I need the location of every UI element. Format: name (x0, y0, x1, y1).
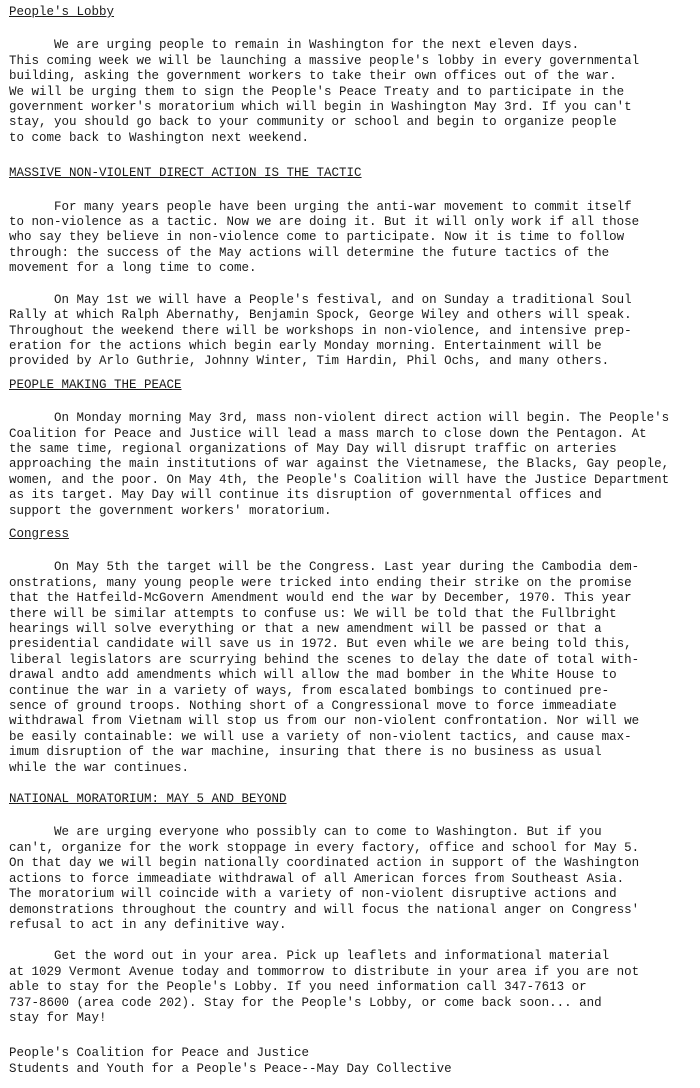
section-heading-peoples-lobby: People's Lobby (9, 5, 115, 19)
paragraph-congress: On May 5th the target will be the Congress. Last year during the Cambodia dem- onstrations, many young people were tricked into ending their strike on the promise that the Hatfeild-McGovern Amendment would end the war by December, 1970. This year there will be similar attempts to confuse us: We will be told that the Fullbright hearings will solve everything or that a new amendment will be passed or that a presidential candidate will save us in 1972. But even while we are being told this, liberal legislators are scurrying behind the scenes to delay the date of total with- drawal andto add amendments which will allow the mad bomber in the White House to continue the war in a variety of ways, from escalated bombings to continued pre- sence of ground troops. Nothing short of a Congressional move to force immeadiate withdrawal from Vietnam will stop us from our non-violent confrontation. Nor will we be easily containable: we will use a variety of non-violent tactics, and cause max- imum disruption of the war machine, insuring that there is no business as usual while the war continues. (9, 560, 640, 775)
paragraph-peoples-lobby: We are urging people to remain in Washington for the next eleven days. This coming week we will be launching a massive people's lobby in every governmental building, asking the government workers to take their own offices out of the war. We will be urging them to sign the People's Peace Treaty and to participate in the government worker's moratorium which will begin in Washington May 3rd. If you can't stay, you should go back to your community or school and begin to organize people to come back to Washington next weekend. (9, 38, 640, 145)
paragraph-monday-action: On Monday morning May 3rd, mass non-violent direct action will begin. The People's Coalition for Peace and Justice will lead a mass march to close down the Pentagon. At the same time, regional organizations of May Day will disrupt traffic on arteries approaching the main institutions of war against the Vietnamese, the Blacks, Gay people, women, and the poor. On May 4th, the People's Coalition will have the Justice Department as its target. May Day will continue its disruption of governmental offices and support the government workers' moratorium. (9, 411, 670, 518)
section-heading-national-moratorium: NATIONAL MORATORIUM: MAY 5 AND BEYOND (9, 792, 287, 807)
footer-coalition: People's Coalition for Peace and Justice (9, 1046, 310, 1061)
section-heading-non-violent-tactic: MASSIVE NON-VIOLENT DIRECT ACTION IS THE TACTIC (9, 166, 362, 181)
footer-collective: Students and Youth for a People's Peace--May Day Collective (9, 1061, 452, 1076)
paragraph-non-violence: For many years people have been urging the anti-war movement to commit itself to non-violence as a tactic. Now we are doing it. But it will only work if all those who say they believe in non-violence come to participate. Now it is time to follow through: the success of the May actions will determine the future tactics of the movement for a long time to come. (9, 199, 640, 276)
paragraph-peoples-festival: On May 1st we will have a People's festival, and on Sunday a traditional Soul Rally at which Ralph Abernathy, Benjamin Spock, George Wiley and others will speak. Throughout the weekend there will be workshops in non-violence, and intensive prep- eration for the actions which begin early Monday morning. Entertainment will be provided by Arlo Guthrie, Johnny Winter, Tim Hardin, Phil Ochs, and many others. (9, 292, 632, 369)
section-heading-people-making-peace: PEOPLE MAKING THE PEACE (9, 377, 182, 392)
section-heading-congress: Congress (9, 526, 70, 541)
paragraph-get-the-word-out: Get the word out in your area. Pick up leaflets and informational material at 1029 Vermont Avenue today and tommorrow to distribute in your area if you are not able to stay for the People's Lobby. If you need information call 347-7613 or 737-8600 (area code 202). Stay for the People's Lobby, or come back soon... and stay for May! (9, 949, 640, 1025)
paragraph-moratorium: We are urging everyone who possibly can to come to Washington. But if you can't, organize for the work stoppage in every factory, office and school for May 5. On that day we will begin nationally coordinated action in support of the Washington actions to force immeadiate withdrawal of all American forces from Southeast Asia. The moratorium will coincide with a variety of non-violent disruptive actions and demonstrations throughout the country and will focus the national anger on Congress' refusal to act in any definitive way. (9, 825, 640, 932)
